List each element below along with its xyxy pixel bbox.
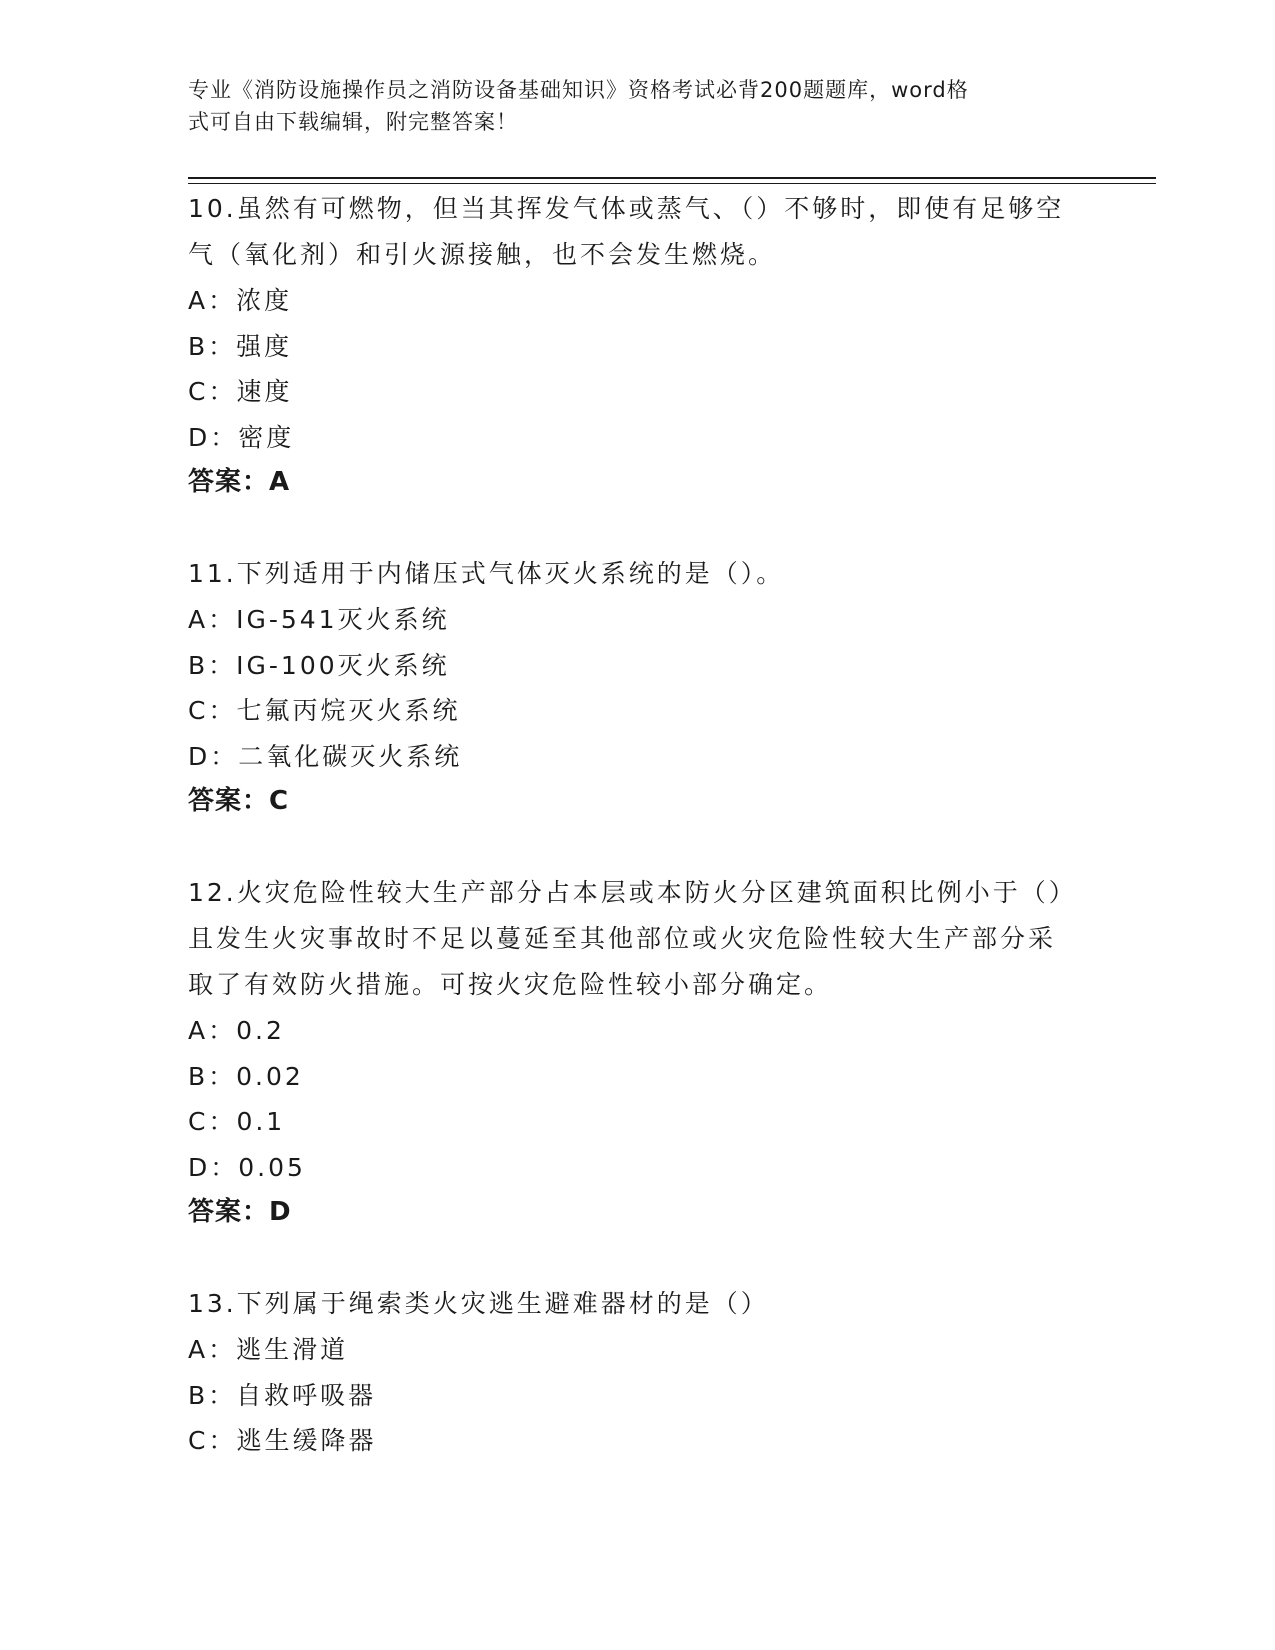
document-header [188, 74, 1068, 138]
question-stem: 12.火灾危险性较大生产部分占本层或本防火分区建筑面积比例小于（）且发生火灾事故时不足以蔓延至其他部位或火灾危险性较大生产部分采取了有效防火措施。可按火灾危险性较小部分确定。 [188, 878, 1065, 999]
option-c: C：0.1 [188, 1107, 286, 1136]
option-b: B：IG-100灭火系统 [188, 650, 450, 680]
option-a: A：逃生滑道 [188, 1335, 349, 1364]
header-divider-thick [188, 177, 1156, 179]
question-10 [188, 186, 1088, 505]
option-b: B：强度 [188, 331, 293, 361]
option-d: D：二氧化碳灭火系统 [188, 741, 463, 771]
header-line-1: 专业《消防设施操作员之消防设备基础知识》资格考试必背200题题库，word格 [188, 78, 969, 102]
option-a: A：0.2 [188, 1016, 285, 1045]
option-a: A：IG-541灭火系统 [188, 605, 450, 634]
question-list [188, 186, 1088, 1510]
question-12 [188, 870, 1088, 1235]
answer-line: 答案：D [188, 1197, 292, 1227]
option-c: C：速度 [188, 377, 293, 406]
answer-line: 答案：C [188, 786, 290, 816]
option-b: B：自救呼吸器 [188, 1380, 377, 1410]
question-stem: 10.虽然有可燃物，但当其挥发气体或蒸气、（）不够时，即使有足够空气（氧化剂）和引火源接触，也不会发生燃烧。 [188, 194, 1065, 269]
question-stem: 13.下列属于绳索类火灾逃生避难器材的是（） [188, 1289, 769, 1318]
question-13 [188, 1281, 1088, 1464]
option-d: D：密度 [188, 422, 295, 452]
option-a: A：浓度 [188, 286, 293, 315]
option-b: B：0.02 [188, 1061, 304, 1091]
header-line-2: 式可自由下载编辑，附完整答案！ [188, 110, 518, 134]
option-c: C：七氟丙烷灭火系统 [188, 696, 461, 725]
answer-line: 答案：A [188, 467, 291, 497]
question-stem: 11.下列适用于内储压式气体灭火系统的是（）。 [188, 559, 785, 588]
header-divider-thin [188, 183, 1156, 184]
option-c: C：逃生缓降器 [188, 1426, 377, 1455]
question-11 [188, 551, 1088, 824]
option-d: D：0.05 [188, 1152, 306, 1182]
